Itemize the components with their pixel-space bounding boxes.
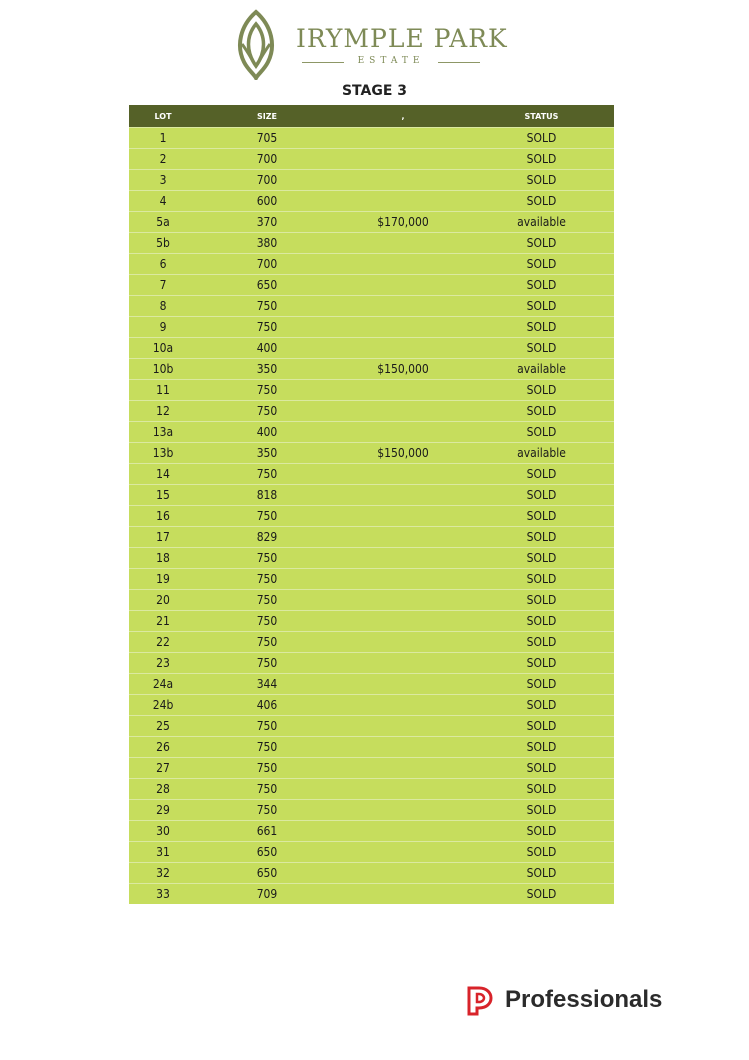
cell-status: SOLD bbox=[469, 632, 614, 653]
table-row bbox=[129, 443, 614, 464]
cell-size: 750 bbox=[197, 779, 337, 800]
cell-status: SOLD bbox=[469, 863, 614, 884]
cell-size: 650 bbox=[197, 842, 337, 863]
cell-status: SOLD bbox=[469, 779, 614, 800]
stage-title: STAGE 3 bbox=[341, 83, 408, 99]
table-row bbox=[129, 128, 614, 149]
cell-price bbox=[337, 422, 469, 443]
footer-brand-name: Professionals bbox=[505, 986, 663, 1013]
cell-price bbox=[337, 737, 469, 758]
cell-size: 750 bbox=[197, 800, 337, 821]
cell-lot: 5a bbox=[129, 212, 197, 233]
cell-lot: 25 bbox=[129, 716, 197, 737]
cell-price bbox=[337, 611, 469, 632]
cell-price bbox=[337, 695, 469, 716]
cell-lot: 31 bbox=[129, 842, 197, 863]
table-row bbox=[129, 737, 614, 758]
cell-status: SOLD bbox=[469, 296, 614, 317]
cell-status: SOLD bbox=[469, 422, 614, 443]
cell-size: 650 bbox=[197, 275, 337, 296]
cell-lot: 14 bbox=[129, 464, 197, 485]
cell-lot: 8 bbox=[129, 296, 197, 317]
cell-lot: 26 bbox=[129, 737, 197, 758]
cell-size: 818 bbox=[197, 485, 337, 506]
cell-status: available bbox=[469, 212, 614, 233]
cell-size: 750 bbox=[197, 611, 337, 632]
cell-size: 709 bbox=[197, 884, 337, 905]
cell-size: 400 bbox=[197, 422, 337, 443]
table-row bbox=[129, 863, 614, 884]
cell-lot: 18 bbox=[129, 548, 197, 569]
cell-status: SOLD bbox=[469, 485, 614, 506]
cell-size: 700 bbox=[197, 170, 337, 191]
cell-status: SOLD bbox=[469, 338, 614, 359]
cell-lot: 24b bbox=[129, 695, 197, 716]
cell-status: SOLD bbox=[469, 527, 614, 548]
cell-status: SOLD bbox=[469, 653, 614, 674]
cell-lot: 19 bbox=[129, 569, 197, 590]
leaf-bud-icon bbox=[228, 8, 284, 80]
cell-status: SOLD bbox=[469, 317, 614, 338]
cell-lot: 4 bbox=[129, 191, 197, 212]
cell-lot: 10b bbox=[129, 359, 197, 380]
cell-status: SOLD bbox=[469, 695, 614, 716]
cell-lot: 11 bbox=[129, 380, 197, 401]
cell-size: 750 bbox=[197, 464, 337, 485]
cell-price bbox=[337, 170, 469, 191]
table-row bbox=[129, 527, 614, 548]
cell-size: 750 bbox=[197, 569, 337, 590]
cell-size: 829 bbox=[197, 527, 337, 548]
cell-size: 750 bbox=[197, 506, 337, 527]
cell-size: 380 bbox=[197, 233, 337, 254]
cell-lot: 13a bbox=[129, 422, 197, 443]
table-row bbox=[129, 758, 614, 779]
table-row bbox=[129, 401, 614, 422]
table-row bbox=[129, 611, 614, 632]
cell-lot: 15 bbox=[129, 485, 197, 506]
cell-status: SOLD bbox=[469, 149, 614, 170]
table-row bbox=[129, 779, 614, 800]
cell-price bbox=[337, 716, 469, 737]
table-row bbox=[129, 464, 614, 485]
table-row bbox=[129, 296, 614, 317]
table-row bbox=[129, 380, 614, 401]
cell-price bbox=[337, 254, 469, 275]
cell-lot: 7 bbox=[129, 275, 197, 296]
cell-price bbox=[337, 653, 469, 674]
table-row bbox=[129, 653, 614, 674]
table-row bbox=[129, 884, 614, 905]
cell-status: SOLD bbox=[469, 464, 614, 485]
cell-size: 350 bbox=[197, 443, 337, 464]
cell-lot: 13b bbox=[129, 443, 197, 464]
cell-lot: 1 bbox=[129, 128, 197, 149]
cell-size: 750 bbox=[197, 716, 337, 737]
cell-status: SOLD bbox=[469, 128, 614, 149]
cell-size: 705 bbox=[197, 128, 337, 149]
cell-status: SOLD bbox=[469, 275, 614, 296]
cell-size: 400 bbox=[197, 338, 337, 359]
cell-price bbox=[337, 380, 469, 401]
header-size: SIZE bbox=[197, 105, 337, 128]
cell-lot: 27 bbox=[129, 758, 197, 779]
table-row bbox=[129, 212, 614, 233]
cell-size: 750 bbox=[197, 548, 337, 569]
cell-price bbox=[337, 338, 469, 359]
cell-lot: 22 bbox=[129, 632, 197, 653]
cell-lot: 21 bbox=[129, 611, 197, 632]
cell-status: available bbox=[469, 443, 614, 464]
cell-status: SOLD bbox=[469, 800, 614, 821]
header-status: STATUS bbox=[469, 105, 614, 128]
cell-size: 661 bbox=[197, 821, 337, 842]
cell-size: 750 bbox=[197, 653, 337, 674]
cell-status: SOLD bbox=[469, 254, 614, 275]
table-row bbox=[129, 275, 614, 296]
cell-size: 600 bbox=[197, 191, 337, 212]
cell-status: SOLD bbox=[469, 842, 614, 863]
brand-name: IRYMPLE PARK bbox=[296, 24, 508, 53]
cell-status: SOLD bbox=[469, 191, 614, 212]
cell-price bbox=[337, 401, 469, 422]
table-row bbox=[129, 800, 614, 821]
divider-right bbox=[438, 62, 480, 63]
cell-price: $170,000 bbox=[337, 212, 469, 233]
cell-price: $150,000 bbox=[337, 443, 469, 464]
table-row bbox=[129, 191, 614, 212]
table-row bbox=[129, 359, 614, 380]
cell-price bbox=[337, 884, 469, 905]
cell-lot: 16 bbox=[129, 506, 197, 527]
footer-brand-logo bbox=[465, 984, 695, 1018]
cell-size: 406 bbox=[197, 695, 337, 716]
cell-price bbox=[337, 758, 469, 779]
cell-price bbox=[337, 191, 469, 212]
cell-lot: 6 bbox=[129, 254, 197, 275]
cell-lot: 10a bbox=[129, 338, 197, 359]
cell-lot: 2 bbox=[129, 149, 197, 170]
brand-logo bbox=[0, 0, 749, 80]
cell-size: 750 bbox=[197, 758, 337, 779]
cell-status: SOLD bbox=[469, 737, 614, 758]
cell-status: SOLD bbox=[469, 758, 614, 779]
cell-lot: 9 bbox=[129, 317, 197, 338]
table-row bbox=[129, 485, 614, 506]
cell-price bbox=[337, 149, 469, 170]
cell-lot: 5b bbox=[129, 233, 197, 254]
professionals-p-icon bbox=[465, 984, 495, 1016]
cell-size: 750 bbox=[197, 737, 337, 758]
cell-lot: 23 bbox=[129, 653, 197, 674]
cell-lot: 29 bbox=[129, 800, 197, 821]
cell-lot: 30 bbox=[129, 821, 197, 842]
cell-status: SOLD bbox=[469, 506, 614, 527]
cell-size: 750 bbox=[197, 296, 337, 317]
cell-lot: 17 bbox=[129, 527, 197, 548]
table-row bbox=[129, 842, 614, 863]
table-row bbox=[129, 548, 614, 569]
table-row bbox=[129, 590, 614, 611]
cell-size: 750 bbox=[197, 317, 337, 338]
cell-status: SOLD bbox=[469, 569, 614, 590]
cell-price bbox=[337, 800, 469, 821]
cell-status: SOLD bbox=[469, 380, 614, 401]
cell-price bbox=[337, 569, 469, 590]
table-row bbox=[129, 716, 614, 737]
cell-status: SOLD bbox=[469, 716, 614, 737]
table-row bbox=[129, 674, 614, 695]
table-row bbox=[129, 170, 614, 191]
cell-lot: 33 bbox=[129, 884, 197, 905]
cell-status: SOLD bbox=[469, 674, 614, 695]
cell-price bbox=[337, 674, 469, 695]
cell-price bbox=[337, 506, 469, 527]
cell-size: 750 bbox=[197, 380, 337, 401]
table-row bbox=[129, 506, 614, 527]
cell-price bbox=[337, 485, 469, 506]
cell-lot: 12 bbox=[129, 401, 197, 422]
cell-status: SOLD bbox=[469, 401, 614, 422]
cell-lot: 24a bbox=[129, 674, 197, 695]
cell-size: 370 bbox=[197, 212, 337, 233]
cell-price bbox=[337, 527, 469, 548]
table-row bbox=[129, 254, 614, 275]
cell-price bbox=[337, 590, 469, 611]
header-price: , bbox=[337, 105, 469, 128]
table-row bbox=[129, 695, 614, 716]
table-row bbox=[129, 338, 614, 359]
table-row bbox=[129, 149, 614, 170]
table-row bbox=[129, 632, 614, 653]
cell-status: SOLD bbox=[469, 884, 614, 905]
cell-status: SOLD bbox=[469, 590, 614, 611]
brand-subtitle-wrap bbox=[296, 56, 486, 68]
table-body bbox=[129, 128, 614, 905]
cell-price bbox=[337, 128, 469, 149]
lots-table bbox=[129, 105, 614, 904]
cell-price bbox=[337, 296, 469, 317]
cell-lot: 28 bbox=[129, 779, 197, 800]
table-row bbox=[129, 317, 614, 338]
cell-status: SOLD bbox=[469, 611, 614, 632]
table-header-row bbox=[129, 105, 614, 128]
header-lot: LOT bbox=[129, 105, 197, 128]
cell-lot: 32 bbox=[129, 863, 197, 884]
cell-price bbox=[337, 317, 469, 338]
cell-price: $150,000 bbox=[337, 359, 469, 380]
cell-price bbox=[337, 863, 469, 884]
cell-status: SOLD bbox=[469, 821, 614, 842]
cell-size: 750 bbox=[197, 590, 337, 611]
cell-status: SOLD bbox=[469, 170, 614, 191]
cell-price bbox=[337, 464, 469, 485]
cell-price bbox=[337, 779, 469, 800]
cell-price bbox=[337, 821, 469, 842]
cell-size: 750 bbox=[197, 632, 337, 653]
cell-size: 650 bbox=[197, 863, 337, 884]
cell-lot: 20 bbox=[129, 590, 197, 611]
cell-price bbox=[337, 233, 469, 254]
cell-size: 344 bbox=[197, 674, 337, 695]
cell-lot: 3 bbox=[129, 170, 197, 191]
table-row bbox=[129, 569, 614, 590]
cell-price bbox=[337, 842, 469, 863]
table-row bbox=[129, 233, 614, 254]
cell-size: 350 bbox=[197, 359, 337, 380]
brand-subtitle: ESTATE bbox=[357, 56, 425, 66]
cell-size: 750 bbox=[197, 401, 337, 422]
cell-status: SOLD bbox=[469, 233, 614, 254]
cell-price bbox=[337, 632, 469, 653]
cell-status: available bbox=[469, 359, 614, 380]
cell-status: SOLD bbox=[469, 548, 614, 569]
table-row bbox=[129, 821, 614, 842]
cell-size: 700 bbox=[197, 149, 337, 170]
cell-price bbox=[337, 548, 469, 569]
cell-size: 700 bbox=[197, 254, 337, 275]
table-row bbox=[129, 422, 614, 443]
cell-price bbox=[337, 275, 469, 296]
